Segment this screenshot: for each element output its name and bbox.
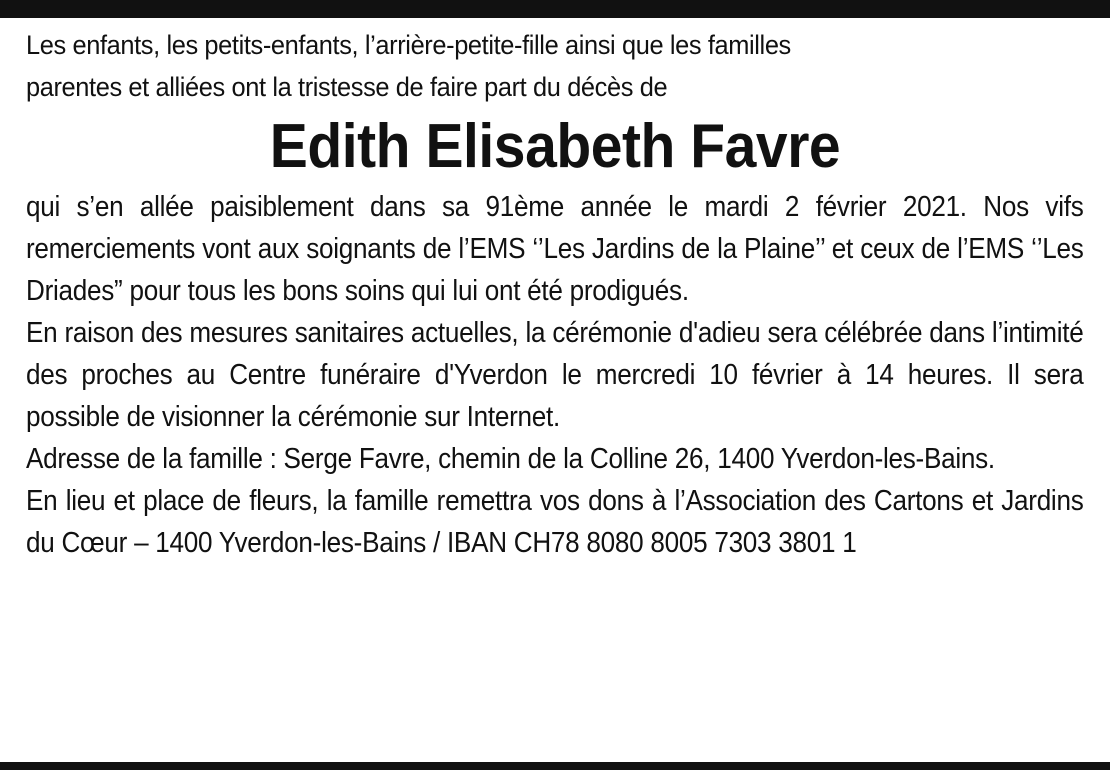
intro-line-1: Les enfants, les petits-enfants, l’arrière-petite-fille ainsi que les familles (26, 30, 791, 60)
top-border-rule (0, 0, 1110, 18)
intro-line-2: parentes et alliées ont la tristesse de faire part du décès de (26, 72, 668, 102)
paragraph-passing: qui s’en allée paisiblement dans sa 91ème année le mardi 2 février 2021. Nos vifs remerciements vont aux soignants de l’EMS ‘’Les Jardins de la Plaine’’ et ceux de l’EMS ‘’Les Driades” pour tous les bons soins qui lui ont été prodigués. (26, 191, 1084, 307)
paragraph-family-address: Adresse de la famille : Serge Favre, chemin de la Colline 26, 1400 Yverdon-les-Bains. (26, 443, 995, 475)
paragraph-ceremony: En raison des mesures sanitaires actuelles, la cérémonie d'adieu sera célébrée dans l’intimité des proches au Centre funéraire d'Yverdon le mercredi 10 février à 14 heures. Il sera possible de visionner la cérémonie sur Internet. (26, 317, 1084, 433)
paragraph-donations: En lieu et place de fleurs, la famille remettra vos dons à l’Association des Cartons et Jardins du Cœur – 1400 Yverdon-les-Bains / IBAN CH78 8080 8005 7303 3801 1 (26, 485, 1084, 559)
bottom-border-rule (0, 762, 1110, 770)
death-notice (26, 24, 1084, 564)
intro-text (26, 24, 1084, 108)
deceased-name: Edith Elisabeth Favre (269, 112, 841, 181)
